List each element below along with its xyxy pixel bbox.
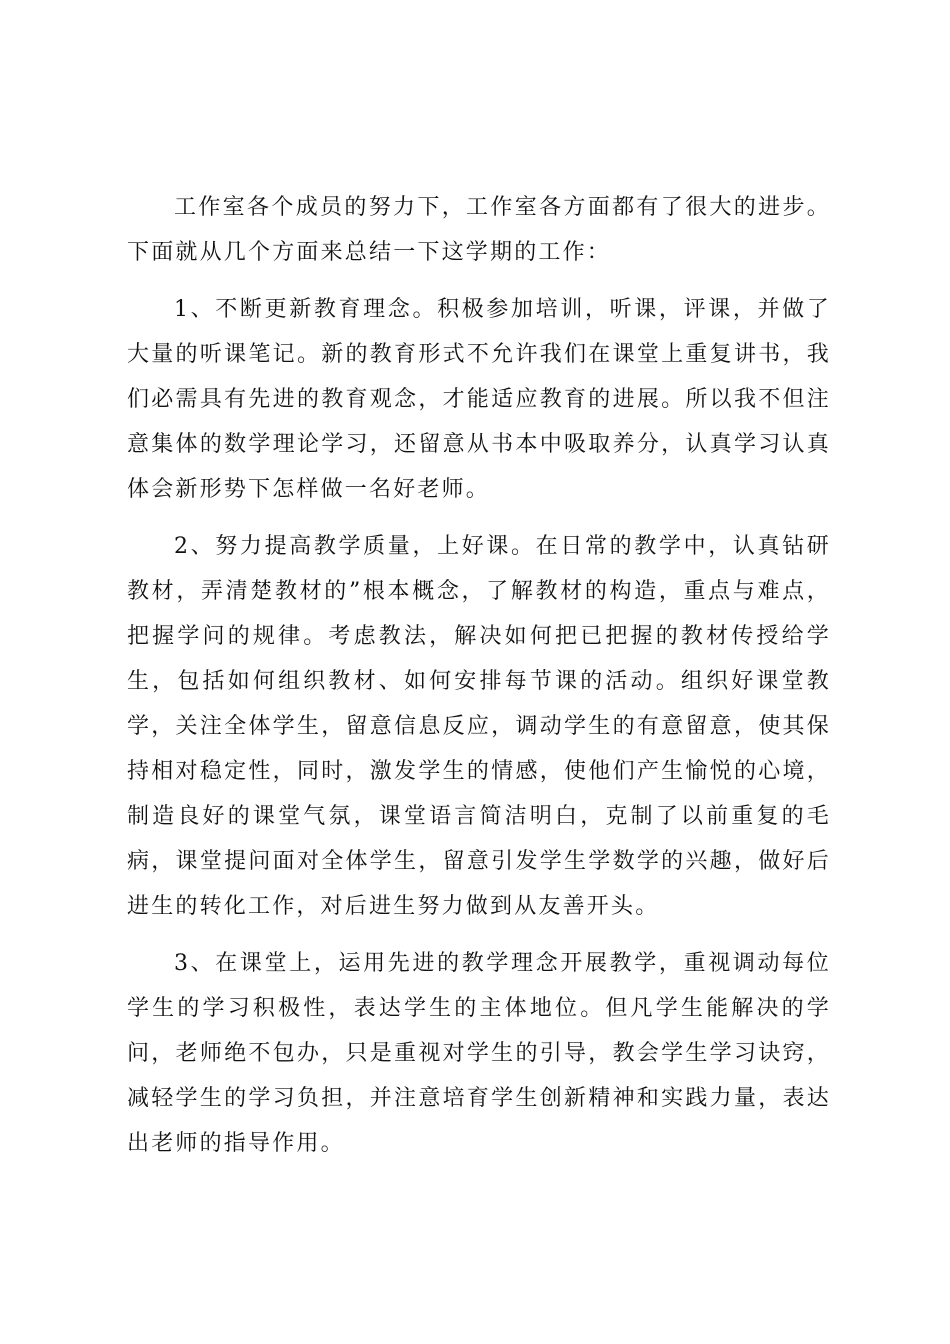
- paragraph-intro: 工作室各个成员的努力下，工作室各方面都有了很大的进步。下面就从几个方面来总结一下这学期的工作：: [127, 195, 831, 265]
- paragraph-item-3: 3、在课堂上，运用先进的教学理念开展教学，重视调动每位学生的学习积极性，表达学生的主体地位。但凡学生能解决的学问，老师绝不包办，只是重视对学生的引导，教会学生学习诀窍，减轻学生的学习负担，并注意培育学生创新精神和实践力量，表达出老师的指导作用。: [127, 951, 831, 1156]
- document-body: [127, 185, 831, 1178]
- paragraph-item-2: 2、努力提高教学质量，上好课。在日常的教学中，认真钻研教材，弄清楚教材的”根本概念，了解教材的构造，重点与难点，把握学问的规律。考虑教法，解决如何把已把握的教材传授给学生，包括如何组织教材、如何安排每节课的活动。组织好课堂教学，关注全体学生，留意信息反应，调动学生的有意留意，使其保持相对稳定性，同时，激发学生的情感，使他们产生愉悦的心境，制造良好的课堂气氛，课堂语言简洁明白，克制了以前重复的毛病，课堂提问面对全体学生，留意引发学生学数学的兴趣，做好后进生的转化工作，对后进生努力做到从友善开头。: [127, 534, 831, 919]
- paragraph-item-1: 1、不断更新教育理念。积极参加培训，听课，评课，并做了大量的听课笔记。新的教育形式不允许我们在课堂上重复讲书，我们必需具有先进的教育观念，才能适应教育的进展。所以我不但注意集体的数学理论学习，还留意从书本中吸取养分，认真学习认真体会新形势下怎样做一名好老师。: [127, 297, 831, 502]
